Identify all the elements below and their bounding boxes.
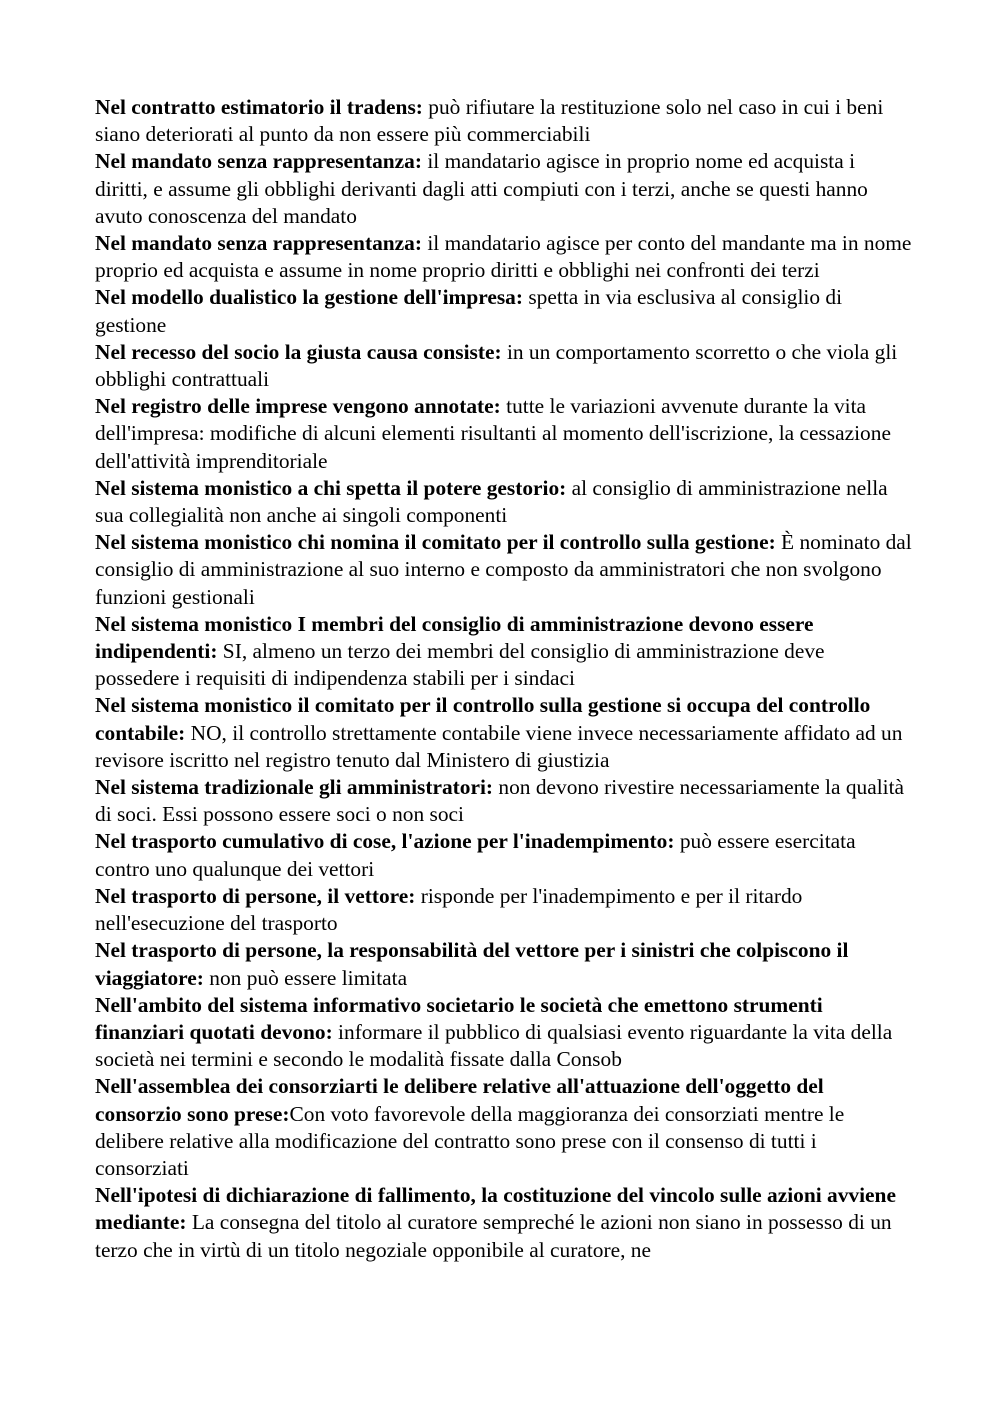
entry-answer: spetta in via esclusiva al consiglio di gestione bbox=[95, 285, 843, 337]
entry-question: Nel trasporto di persone, il vettore: bbox=[95, 883, 416, 908]
entry-question: Nel modello dualistico la gestione dell'impresa: bbox=[95, 285, 523, 310]
entry-answer: non può essere limitata bbox=[203, 965, 408, 990]
entry-answer: il mandatario agisce in proprio nome ed acquista i diritti, e assume gli obblighi derivanti dagli atti compiuti con i terzi, anche se questi hanno avuto conoscenza del mandato bbox=[95, 149, 868, 228]
qa-entry bbox=[95, 148, 913, 230]
entry-question: Nel trasporto cumulativo di cose, l'azione per l'inadempimento: bbox=[95, 829, 675, 854]
qa-entry bbox=[95, 937, 913, 991]
entry-question: Nel sistema monistico il comitato per il controllo sulla gestione si occupa del controllo contabile: bbox=[95, 693, 871, 745]
qa-entry bbox=[95, 339, 913, 393]
entry-question: Nel mandato senza rappresentanza: bbox=[95, 149, 422, 174]
qa-entry bbox=[95, 992, 913, 1074]
entry-question: Nel sistema monistico I membri del consiglio di amministrazione devono essere indipendenti: bbox=[95, 611, 814, 664]
entry-answer: non devono rivestire necessariamente la qualità di soci. Essi possono essere soci o non soci bbox=[95, 775, 905, 827]
entry-question: Nel sistema monistico a chi spetta il potere gestorio: bbox=[95, 475, 567, 500]
entry-answer: al consiglio di amministrazione nella sua collegialità non anche ai singoli componenti bbox=[95, 475, 888, 528]
entry-answer: può rifiutare la restituzione solo nel caso in cui i beni siano deteriorati al punto da non essere più commerciabili bbox=[95, 95, 884, 147]
qa-entry bbox=[95, 611, 913, 693]
qa-entry bbox=[95, 1073, 913, 1182]
qa-entry bbox=[95, 774, 913, 828]
entry-question: Nel sistema tradizionale gli amministratori: bbox=[95, 775, 494, 800]
qa-entry bbox=[95, 94, 913, 148]
entry-question: Nel contratto estimatorio il tradens: bbox=[95, 95, 423, 119]
qa-entry bbox=[95, 692, 913, 774]
qa-entry bbox=[95, 475, 913, 529]
entry-answer: tutte le variazioni avvenute durante la vita dell'impresa: modifiche di alcuni elementi risultanti al momento dell'iscrizione, la cessazione dell'attività imprenditoriale bbox=[95, 394, 891, 473]
entry-question: Nel trasporto di persone, la responsabilità del vettore per i sinistri che colpiscono il viaggiatore: bbox=[95, 938, 849, 990]
entry-question: Nel sistema monistico chi nomina il comitato per il controllo sulla gestione: bbox=[95, 530, 776, 555]
entry-answer: in un comportamento scorretto o che viola gli obblighi contrattuali bbox=[95, 339, 898, 392]
entry-question: Nel recesso del socio la giusta causa consiste: bbox=[95, 339, 502, 364]
entry-answer: risponde per l'inadempimento e per il ritardo nell'esecuzione del trasporto bbox=[95, 883, 803, 936]
entry-answer: La consegna del titolo al curatore sempreché le azioni non siano in possesso di un terzo che in virtù di un titolo negoziale opponibile al curatore, ne bbox=[95, 1210, 892, 1262]
qa-entry bbox=[95, 1182, 913, 1264]
entry-question: Nell'ipotesi di dichiarazione di fallimento, la costituzione del vincolo sulle azioni avviene mediante: bbox=[95, 1183, 896, 1235]
entry-answer: Con voto favorevole della maggioranza dei consorziati mentre le delibere relative alla modificazione del contratto sono prese con il consenso di tutti i consorziati bbox=[95, 1101, 845, 1180]
entry-question: Nel registro delle imprese vengono annotate: bbox=[95, 394, 501, 419]
entry-answer: il mandatario agisce per conto del mandante ma in nome proprio ed acquista e assume in nome proprio diritti e obblighi nei confronti dei terzi bbox=[95, 231, 912, 283]
entry-answer: informare il pubblico di qualsiasi evento riguardante la vita della società nei termini e secondo le modalità fissate dalla Consob bbox=[95, 1019, 893, 1072]
document-page bbox=[95, 94, 913, 1264]
entry-question: Nell'ambito del sistema informativo societario le società che emettono strumenti finanziari quotati devono: bbox=[95, 992, 823, 1044]
qa-entry bbox=[95, 230, 913, 284]
qa-entry bbox=[95, 393, 913, 475]
qa-entry bbox=[95, 828, 913, 882]
qa-entry bbox=[95, 529, 913, 611]
qa-entry bbox=[95, 284, 913, 338]
entry-question: Nell'assemblea dei consorziarti le delibere relative all'attuazione dell'oggetto del consorzio sono prese: bbox=[95, 1074, 824, 1126]
qa-entry bbox=[95, 883, 913, 937]
entry-answer: È nominato dal consiglio di amministrazione al suo interno e composto da amministratori che non svolgono funzioni gestionali bbox=[95, 530, 912, 609]
entry-answer: SI, almeno un terzo dei membri del consiglio di amministrazione deve possedere i requisiti di indipendenza stabili per i sindaci bbox=[95, 639, 825, 691]
entry-question: Nel mandato senza rappresentanza: bbox=[95, 231, 422, 256]
entry-answer: NO, il controllo strettamente contabile viene invece necessariamente affidato ad un revisore iscritto nel registro tenuto dal Ministero di giustizia bbox=[95, 720, 903, 772]
entry-answer: può essere esercitata contro uno qualunque dei vettori bbox=[95, 829, 856, 881]
